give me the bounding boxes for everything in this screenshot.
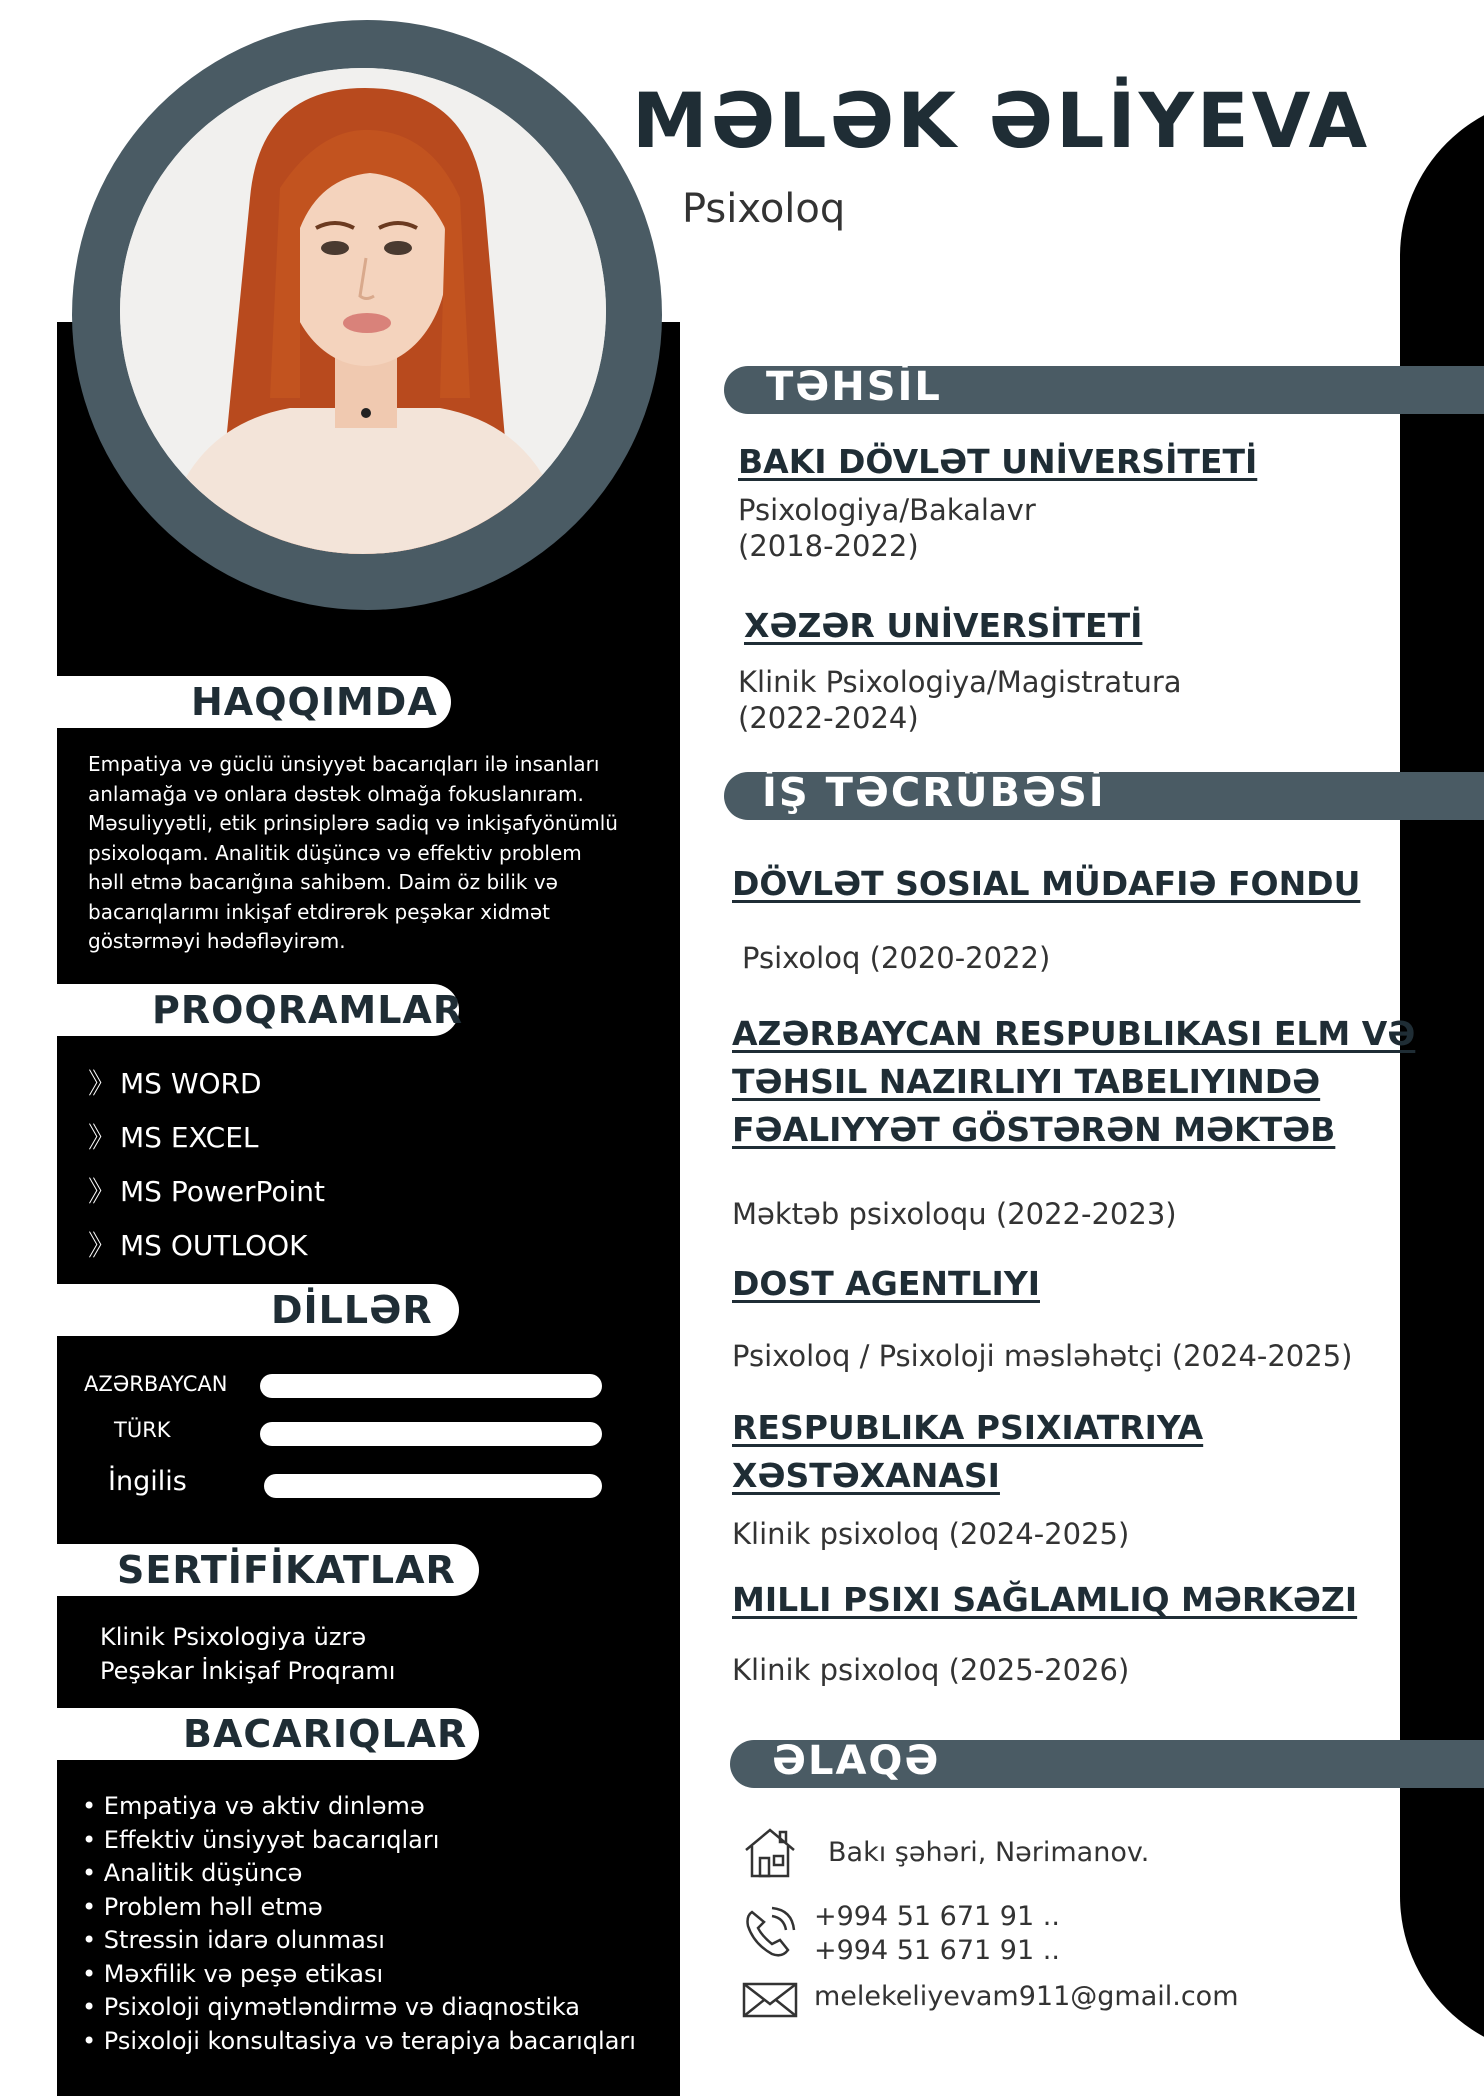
programs-heading: PROQRAMLAR — [152, 988, 464, 1032]
about-line: anlamağa və onlara dəstək olmağa fokuslanıram. — [88, 781, 584, 806]
education-heading: TƏHSİL — [766, 364, 942, 410]
certificate-line: Klinik Psixologiya üzrə — [100, 1623, 367, 1651]
education-heading-pill — [724, 366, 1484, 414]
employer-name: RESPUBLIKA PSIXIATRIYA — [732, 1408, 1204, 1447]
program-item: 》 MS WORD — [88, 1062, 262, 1102]
program-item: 》 MS PowerPoint — [88, 1170, 325, 1210]
skills-heading-pill — [57, 1708, 479, 1760]
about-heading-pill — [57, 676, 451, 728]
about-line: Məsuliyyətli, etik prinsiplərə sadiq və inkişafyönümlü — [88, 811, 618, 835]
contact-heading: ƏLAQƏ — [772, 1738, 941, 1784]
chevron-right-icon: 》 — [88, 1067, 117, 1100]
profile-photo — [120, 68, 606, 554]
house-icon — [742, 1824, 798, 1880]
job-role: Məktəb psixoloqu (2022-2023) — [732, 1197, 1177, 1231]
phone-icon — [742, 1906, 796, 1960]
language-level-bar — [264, 1474, 602, 1498]
language-level-bar — [260, 1374, 602, 1398]
degree: Klinik Psixologiya/Magistratura — [738, 665, 1182, 699]
about-line: həll etmə bacarığına sahibəm. Daim öz bilik və — [88, 870, 558, 894]
certificates-heading: SERTİFİKATLAR — [117, 1548, 456, 1592]
skills-heading: BACARIQLAR — [183, 1712, 468, 1756]
person-name: MƏLƏK ƏLİYEVA — [632, 76, 1371, 165]
certificate-line: Peşəkar İnkişaf Proqramı — [100, 1657, 396, 1685]
chevron-right-icon: 》 — [88, 1175, 117, 1208]
employer-name: DÖVLƏT SOSIAL MÜDAFIƏ FONDU — [732, 864, 1361, 903]
employer-name: MILLI PSIXI SAĞLAMLIQ MƏRKƏZI — [732, 1580, 1358, 1619]
skill-item: • Empatiya və aktiv dinləmə — [82, 1790, 636, 1824]
employer-name: TƏHSIL NAZIRLIYI TABELIYINDƏ — [732, 1062, 1321, 1101]
employer-name: DOST AGENTLIYI — [732, 1264, 1040, 1303]
school-name: XƏZƏR UNİVERSİTETİ — [744, 606, 1143, 645]
skill-item: • Məxfilik və peşə etikası — [82, 1958, 636, 1992]
job-role: Psixoloq (2020-2022) — [742, 941, 1051, 975]
degree: Psixologiya/Bakalavr — [738, 493, 1036, 527]
about-line: bacarıqlarımı inkişaf etdirərək peşəkar xidmət — [88, 899, 551, 924]
chevron-right-icon: 》 — [88, 1121, 117, 1154]
languages-heading: DİLLƏR — [271, 1288, 433, 1332]
skills-list — [82, 1790, 636, 2058]
about-line: psixoloqam. Analitik düşüncə və effektiv problem — [88, 840, 582, 865]
skill-item: • Effektiv ünsiyyət bacarıqları — [82, 1824, 636, 1858]
degree-years: (2018-2022) — [738, 529, 919, 563]
certificates-heading-pill — [57, 1544, 479, 1596]
school-name: BAKI DÖVLƏT UNİVERSİTETİ — [738, 442, 1258, 481]
employer-name: XƏSTƏXANASI — [732, 1456, 1000, 1495]
language-level-bar — [260, 1422, 602, 1446]
degree-years: (2022-2024) — [738, 701, 919, 735]
portrait-illustration — [120, 68, 606, 554]
certificates-text — [100, 1620, 395, 1688]
about-line: Empatiya və güclü ünsiyyət bacarıqları ilə insanları — [88, 752, 600, 776]
language-label: İngilis — [108, 1466, 187, 1497]
contact-address[interactable]: Bakı şəhəri, Nərimanov. — [828, 1837, 1150, 1868]
job-role: Psixoloq / Psixoloji məsləhətçi (2024-2025) — [732, 1339, 1353, 1373]
language-label: TÜRK — [114, 1418, 171, 1442]
contact-phone[interactable]: +994 51 671 91 .. — [814, 1901, 1060, 1932]
job-role: Klinik psixoloq (2024-2025) — [732, 1517, 1130, 1551]
skill-item: • Psixoloji konsultasiya və terapiya bacarıqları — [82, 2025, 636, 2059]
skill-item: • Psixoloji qiymətləndirmə və diaqnostika — [82, 1991, 636, 2025]
skill-item: • Analitik düşüncə — [82, 1857, 636, 1891]
languages-heading-pill — [57, 1284, 459, 1336]
language-label: AZƏRBAYCAN — [84, 1372, 228, 1396]
contact-email[interactable]: melekeliyevam911@gmail.com — [814, 1981, 1239, 2012]
about-line: göstərməyi hədəfləyirəm. — [88, 929, 346, 953]
contact-phone[interactable]: +994 51 671 91 .. — [814, 1935, 1060, 1966]
chevron-right-icon: 》 — [88, 1229, 117, 1262]
about-text — [88, 750, 658, 957]
experience-heading-pill — [724, 772, 1484, 820]
job-role: Klinik psixoloq (2025-2026) — [732, 1653, 1130, 1687]
employer-name: FƏALIYYƏT GÖSTƏRƏN MƏKTƏB — [732, 1110, 1336, 1149]
skill-item: • Problem həll etmə — [82, 1891, 636, 1925]
mail-icon — [742, 1982, 798, 2018]
program-item: 》 MS EXCEL — [88, 1116, 259, 1156]
employer-name: AZƏRBAYCAN RESPUBLIKASI ELM VƏ — [732, 1014, 1416, 1053]
experience-heading: İŞ TƏCRÜBƏSİ — [762, 770, 1106, 816]
job-title: Psixoloq — [682, 186, 846, 232]
about-heading: HAQQIMDA — [191, 680, 438, 724]
programs-heading-pill — [57, 984, 464, 1036]
program-item: 》 MS OUTLOOK — [88, 1224, 308, 1264]
contact-heading-pill — [730, 1740, 1484, 1788]
skill-item: • Stressin idarə olunması — [82, 1924, 636, 1958]
